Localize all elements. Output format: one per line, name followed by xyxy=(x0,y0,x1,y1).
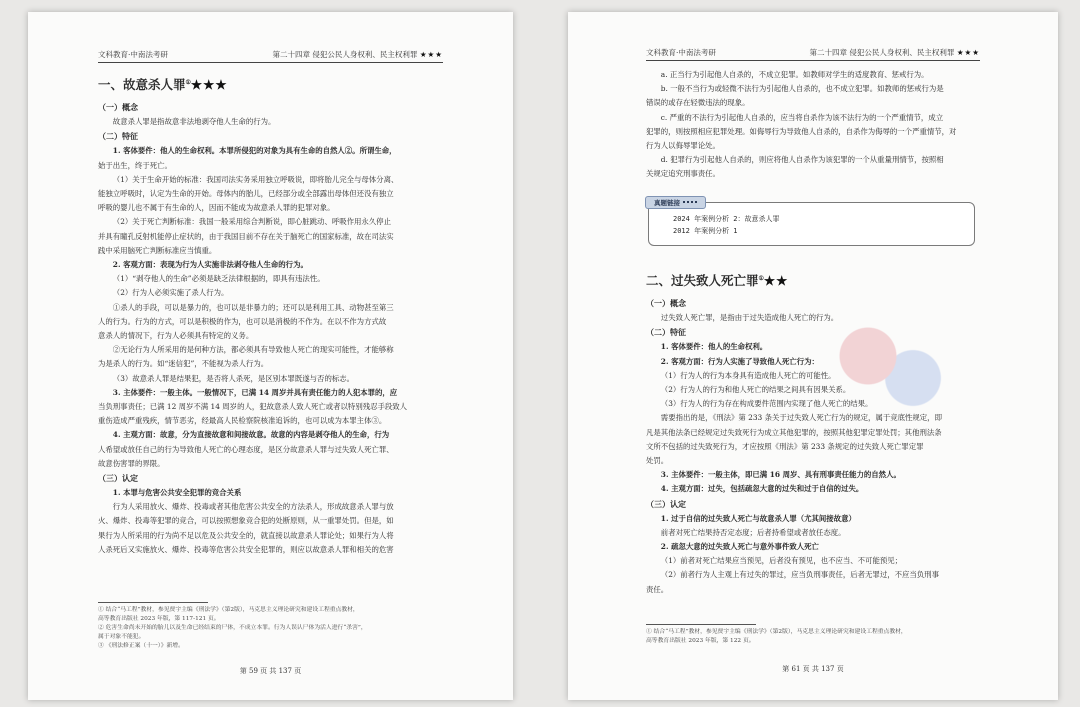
document-page-left xyxy=(28,12,513,700)
text-line: 1. 过于自信的过失致人死亡与故意杀人罪（尤其间接故意） xyxy=(660,513,856,523)
text-line: 1. 客体要件：他人的生命权利。 xyxy=(660,342,768,352)
body-text xyxy=(646,296,986,597)
text-line: 2. 疏忽大意的过失致人死亡与意外事件致人死亡 xyxy=(660,542,819,551)
text-line: 2. 客观方面：行为人实施了导致他人死亡行为： xyxy=(660,356,819,366)
footnote-line: 高等教育出版社 2023 年版，第 117-121 页。 xyxy=(98,616,220,622)
page-number: 第 61 页 共 137 页 xyxy=(782,665,844,673)
text-line: c. 严重的不法行为引起他人自杀的，应当将自杀作为该不法行为的一个严重情节，成立 xyxy=(660,112,944,122)
text-line: （1）前者对死亡结果应当预见，后者没有预见，也不应当、不可能预见； xyxy=(660,556,903,566)
text-line: 行为人采用放火、爆炸、投毒或者其他危害公共安全的方法杀人，形成故意杀人罪与放 xyxy=(112,502,394,512)
text-line: （2）前者行为人主观上有过失的罪过，应当负刑事责任，后者无罪过，不应当负刑事 xyxy=(660,570,939,580)
text-line: 关规定追究刑事责任。 xyxy=(646,169,720,179)
text-line: 3. 主体要件：一般主体，即已满 16 周岁、具有刑事责任能力的自然人。 xyxy=(660,470,901,480)
text-line: 行为人以侮辱罪论处。 xyxy=(646,141,720,151)
section-title: 二、过失致人死亡罪①★★ xyxy=(646,273,789,289)
header-left-text: 文科教育·中南法考研 xyxy=(98,50,168,59)
text-line: 故意杀人罪是指故意非法地剥夺他人生命的行为。 xyxy=(112,117,276,127)
text-line: 当负刑事责任；已满 12 周岁不满 14 周岁的人，犯故意杀人致人死亡或者以特别残忍手段致人 xyxy=(98,402,408,412)
text-line: 文所不包括的过失致死行为，才应按照《刑法》第 233 条规定的过失致人死亡罪定罪 xyxy=(646,441,924,451)
text-line: 果行为人所采用的行为尚不足以危及公共安全的，就直接以故意杀人罪论处；如果行为人将 xyxy=(98,530,394,540)
text-line: b. 一般不当行为或轻微不法行为引起他人自杀的，也不成立犯罪。如教师的惩戒行为是 xyxy=(660,84,944,94)
text-line: （1）行为人的行为本身具有造成他人死亡的可能性。 xyxy=(660,370,836,380)
exam-link-item: 2024 年案例分析 2：故意杀人罪 xyxy=(673,215,780,223)
text-line: 过失致人死亡罪，是指由于过失造成他人死亡的行为。 xyxy=(660,313,839,323)
header-right-text: 第二十四章 侵犯公民人身权利、民主权利罪 ★★★ xyxy=(809,48,980,57)
text-line: 践中采用脑死亡判断标准应当慎重。 xyxy=(98,245,217,255)
text-line: 重伤造成严重残疾，情节恶劣，经最高人民检察院核准追诉的，也可以成为本罪主体③。 xyxy=(98,416,387,426)
body-text xyxy=(98,100,453,557)
text-line: d. 犯罪行为引起他人自杀的，则应将他人自杀作为该犯罪的一个从重量刑情节，按照相 xyxy=(660,155,944,165)
text-line: 1. 本罪与危害公共安全犯罪的竞合关系 xyxy=(112,488,242,498)
exam-link-item: 2012 年案例分析 1 xyxy=(673,227,738,235)
text-line: ②无论行为人所采用的是何种方法，都必须具有导致他人死亡的现实可能性，才能够称 xyxy=(112,345,394,355)
text-line: 呼吸的婴儿也不属于有生命的人，因而不能成为故意杀人罪的犯罪对象。 xyxy=(98,203,335,213)
text-line: 凡是其他法条已经规定过失致死行为成立其他犯罪的，按照其他犯罪定罪处罚；其他刑法条 xyxy=(646,427,942,437)
subsection-heading: （二）特征 xyxy=(646,327,686,338)
footnote-divider xyxy=(98,602,208,603)
page-header xyxy=(646,46,980,61)
footnote-line: ② 危害生命尚未开始的胎儿以及生命已经结束的尸体，不成立本罪。行为人误认尸体为活人进行“杀害”， xyxy=(98,625,367,631)
header-left-text: 文科教育·中南法考研 xyxy=(646,48,716,57)
text-line: （2）关于死亡判断标准：我国一般采用综合判断说，即心脏跳动、呼吸作用永久停止 xyxy=(112,217,391,227)
footnote-line: 属于对象不能犯。 xyxy=(98,634,145,640)
header-right-text: 第二十四章 侵犯公民人身权利、民主权利罪 ★★★ xyxy=(272,50,443,59)
document-page-right xyxy=(568,12,1058,700)
text-line: 能独立呼吸时，认定为生命的开始。母体内的胎儿，已经部分或全部露出母体但还没有独立 xyxy=(98,188,394,198)
text-line: 犯罪的，则按照相应犯罪处理。如侮辱行为导致他人自杀的，自杀作为侮辱的一个严重情节，对 xyxy=(646,126,957,136)
text-line: 责任。 xyxy=(646,584,669,594)
page-body-bottom xyxy=(646,266,986,597)
footnotes xyxy=(646,628,988,646)
text-line: （3）故意杀人罪是结果犯，是否将人杀死，是区别本罪既遂与否的标志。 xyxy=(112,373,355,383)
text-line: 火、爆炸、投毒等犯罪的竞合，可以按照想象竞合犯的处断原则，从一重罪处罚。但是，如 xyxy=(98,516,394,526)
subsection-heading: （一）概念 xyxy=(98,102,138,113)
text-line: 需要指出的是，《刑法》第 233 条关于过失致人死亡行为的规定，属于竞底性规定，即 xyxy=(660,413,942,423)
text-line: 人希望或放任自己的行为导致他人死亡的心理态度，是区分故意杀人罪与过失致人死亡罪、 xyxy=(98,444,394,454)
text-line: 意杀人的情况下，行为人必须具有特定的义务。 xyxy=(98,331,254,340)
page-body-top xyxy=(646,68,986,182)
text-line: a. 正当行为引起他人自杀的，不成立犯罪。如教师对学生的适度教育、惩戒行为。 xyxy=(660,70,929,79)
text-line: 4. 主观方面：故意，分为直接故意和间接故意。故意的内容是剥夺他人的生命，行为 xyxy=(112,430,390,440)
text-line: 为是杀人的行为。如“迷信犯”，不能视为杀人行为。 xyxy=(98,359,269,369)
text-line: 1. 客体要件：他人的生命权利。本罪所侵犯的对象为具有生命的自然人②。所谓生命， xyxy=(112,146,397,156)
text-line: 2. 客观方面：表现为行为人实施非法剥夺他人生命的行为。 xyxy=(112,259,308,269)
body-text xyxy=(646,68,986,182)
footnote-divider xyxy=(646,624,756,625)
footnote-line: 高等教育出版社 2023 年版，第 122 页。 xyxy=(646,638,755,644)
text-line: 并具有瞳孔反射机能停止症状的，由于我国目前不存在关于脑死亡的国家标准，故在司法实 xyxy=(98,231,394,241)
footnote-line: ① 结合“马工程”教材，参见贾宇主编《刑法学》（第2版），马克思主义理论研究和建设工程重点教材， xyxy=(646,629,907,635)
text-line: （2）行为人必须实施了杀人行为。 xyxy=(112,288,229,298)
text-line: ①杀人的手段，可以是暴力的，也可以是非暴力的；还可以是利用工具、动物甚至第三 xyxy=(112,302,394,312)
text-line: 人的行为。行为的方式，可以是积极的作为，也可以是消极的不作为。在以不作为方式故 xyxy=(98,316,387,326)
text-line: 3. 主体要件：一般主体。一般情况下，已满 14 周岁并具有责任能力的人犯本罪的，应 xyxy=(112,387,398,397)
page-header xyxy=(98,48,443,63)
text-line: 错误的或存在轻微违法的现象。 xyxy=(646,98,750,108)
text-line: （2）行为人的行为和他人死亡的结果之间具有因果关系。 xyxy=(660,384,851,394)
exam-link-box xyxy=(648,199,975,246)
footnote-line: ① 结合“马工程”教材，参见贾宇主编《刑法学》（第2版），马克思主义理论研究和建设工程重点教材， xyxy=(98,607,359,613)
footnote-line: ③ 《刑法修正案（十一）》新增。 xyxy=(98,643,184,649)
text-line: 处罚。 xyxy=(646,455,669,465)
text-line: 始于出生，终于死亡。 xyxy=(98,160,172,170)
footnotes xyxy=(98,606,453,651)
text-line: （1）“剥夺他人的生命”必须是缺乏法律根据的，即具有违法性。 xyxy=(112,274,325,284)
section-title: 一、故意杀人罪①★★★ xyxy=(98,77,228,93)
subsection-heading: （三）认定 xyxy=(646,498,686,509)
text-line: （1）关于生命开始的标准：我国司法实务采用独立呼吸说，即将胎儿完全与母体分离、 xyxy=(112,174,399,184)
exam-link-tag: 真题链接 xyxy=(645,196,706,209)
text-line: 人杀死后又实施放火、爆炸、投毒等危害公共安全犯罪的，则应以故意杀人罪和相关的危害 xyxy=(98,544,394,554)
exam-link-items xyxy=(673,213,780,237)
text-line: 故意伤害罪的界限。 xyxy=(98,458,165,468)
page-body xyxy=(98,70,453,557)
subsection-heading: （一）概念 xyxy=(646,298,686,309)
subsection-heading: （二）特征 xyxy=(98,131,138,142)
text-line: （3）行为人的行为存在构成要件范围内实现了他人死亡的结果。 xyxy=(660,399,873,409)
page-number: 第 59 页 共 137 页 xyxy=(239,667,302,675)
text-line: 前者对死亡结果持否定态度；后者持希望或者放任态度。 xyxy=(660,527,846,537)
text-line: 4. 主观方面：过失，包括疏忽大意的过失和过于自信的过失。 xyxy=(660,484,864,494)
subsection-heading: （三）认定 xyxy=(98,473,138,484)
